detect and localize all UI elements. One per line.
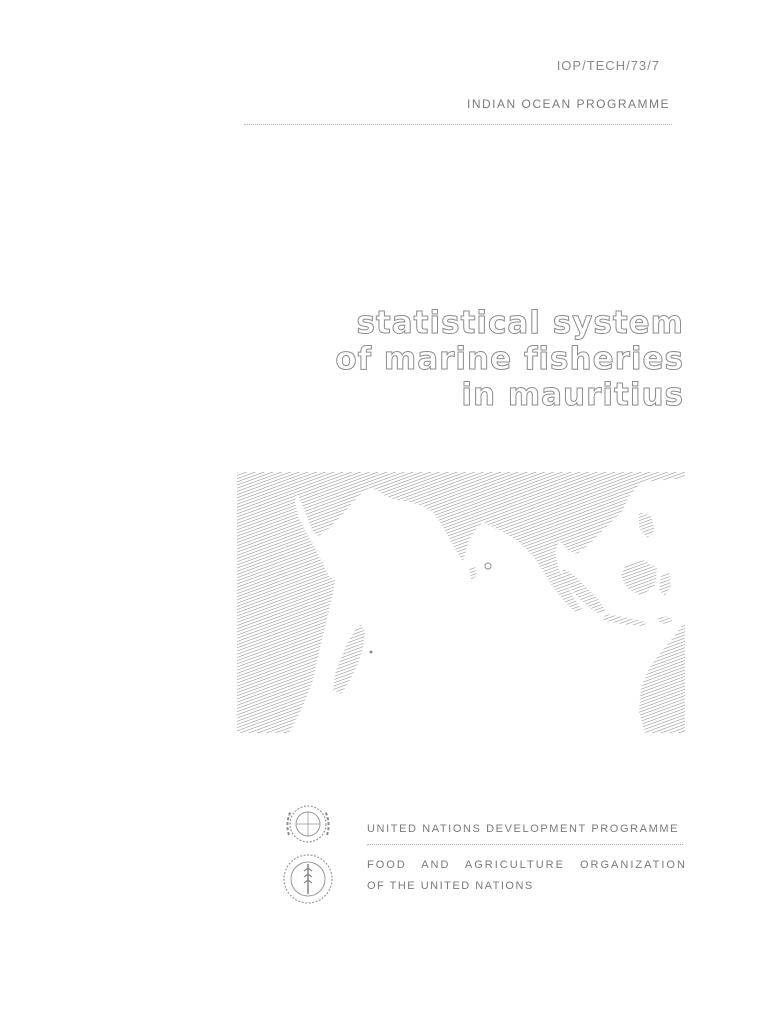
sulawesi-island — [659, 572, 671, 596]
programme-title: INDIAN OCEAN PROGRAMME — [466, 97, 670, 111]
cover-title-line-2: of marine fisheries — [335, 341, 684, 377]
cover-title-line-1: statistical system — [356, 305, 684, 341]
java-island — [603, 614, 647, 626]
sri-lanka-island — [469, 566, 477, 580]
fao-name-line-1: FOOD AND AGRICULTURE ORGANIZATION — [367, 859, 687, 871]
fao-emblem-icon — [279, 850, 337, 908]
undp-name: UNITED NATIONS DEVELOPMENT PROGRAMME — [367, 823, 680, 835]
organizations-block — [277, 795, 687, 915]
doc-code: IOP/TECH/73/7 — [556, 58, 660, 73]
org-rule — [367, 844, 683, 845]
mascarene-dot — [370, 651, 373, 654]
borneo-island — [621, 560, 657, 596]
cover-title-line-3: in mauritius — [461, 377, 684, 413]
philippines-islands — [639, 512, 655, 538]
maldives-dot — [485, 563, 491, 569]
australia-landmass — [639, 622, 685, 733]
fao-name-line-2: OF THE UNITED NATIONS — [367, 880, 534, 892]
un-emblem-icon — [279, 795, 337, 853]
small-islands — [657, 616, 673, 624]
mainland-landmass — [237, 472, 685, 733]
cover-title — [335, 305, 684, 413]
header-rule — [244, 124, 672, 125]
madagascar-island — [333, 624, 365, 694]
indian-ocean-map — [237, 472, 685, 733]
